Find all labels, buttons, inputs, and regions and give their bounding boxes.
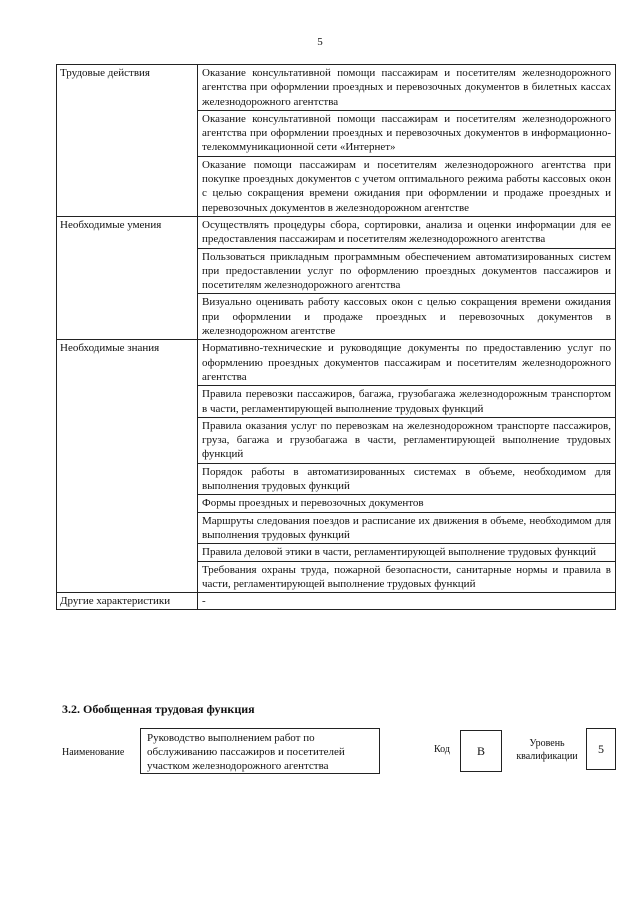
table-row	[57, 340, 616, 386]
generalized-function-block	[0, 728, 640, 788]
row-item: Оказание помощи пассажирам и посетителям железнодорожного агентства при покупке проездных документов с учетом оптимального режима работы кассовых окон с целью сокращения времени ожидания при оформлении и продаже проездных и перевозочных документов в железнодорожном агентстве	[198, 156, 616, 216]
row-item: Формы проездных и перевозочных документов	[198, 495, 616, 512]
section-title: 3.2. Обобщенная трудовая функция	[62, 702, 255, 716]
row-item: Требования охраны труда, пожарной безопасности, санитарные нормы и правила в части, регламентирующей выполнение трудовых функций	[198, 561, 616, 593]
row-label: Другие характеристики	[57, 593, 198, 610]
table-row	[57, 593, 616, 610]
row-item: Правила перевозки пассажиров, багажа, грузобагажа железнодорожным транспортом в части, регламентирующей выполнение трудовых функций	[198, 386, 616, 418]
row-item: Оказание консультативной помощи пассажирам и посетителям железнодорожного агентства при оформлении проездных и перевозочных документов в информационно-телекоммуникационной сети «Интернет»	[198, 110, 616, 156]
row-item: Осуществлять процедуры сбора, сортировки, анализа и оценки информации для ее предоставления пассажирам и посетителям железнодорожного агентства	[198, 216, 616, 248]
row-item: Маршруты следования поездов и расписание их движения в объеме, необходимом для выполнения трудовых функций	[198, 512, 616, 544]
name-value: Руководство выполнением работ по обслуживанию пассажиров и посетителей участком железнодорожного агентства	[140, 728, 380, 774]
table-row	[57, 216, 616, 248]
code-value: B	[460, 730, 502, 772]
page-number: 5	[317, 36, 323, 48]
row-label: Необходимые знания	[57, 340, 198, 593]
labor-functions-table	[56, 64, 616, 610]
row-label: Трудовые действия	[57, 65, 198, 217]
row-item: Порядок работы в автоматизированных системах в объеме, необходимом для выполнения трудовых функций	[198, 463, 616, 495]
table-row	[57, 65, 616, 111]
level-label: Уровень квалификации	[516, 738, 578, 762]
row-item: Нормативно-технические и руководящие документы по предоставлению услуг по оформлению проездных документов пассажирам и посетителям железнодорожного агентства	[198, 340, 616, 386]
level-value: 5	[586, 728, 616, 770]
row-item: Визуально оценивать работу кассовых окон с целью сокращения времени ожидания при оформлении и продаже проездных и перевозочных документов в железнодорожном агентстве	[198, 294, 616, 340]
row-item: -	[198, 593, 616, 610]
row-item: Пользоваться прикладным программным обеспечением автоматизированных систем при предоставлении услуг по оформлению проездных документов пассажиров и посетителям железнодорожного агентства	[198, 248, 616, 294]
name-label: Наименование	[62, 747, 125, 758]
code-label: Код	[434, 744, 450, 755]
row-label: Необходимые умения	[57, 216, 198, 339]
row-item: Правила оказания услуг по перевозкам на железнодорожном транспорте пассажиров, груза, багажа и грузобагажа в части, регламентирующей выполнение трудовых функций	[198, 417, 616, 463]
row-item: Правила деловой этики в части, регламентирующей выполнение трудовых функций	[198, 544, 616, 561]
row-item: Оказание консультативной помощи пассажирам и посетителям железнодорожного агентства при оформлении проездных и перевозочных документов в билетных кассах железнодорожного агентства	[198, 65, 616, 111]
